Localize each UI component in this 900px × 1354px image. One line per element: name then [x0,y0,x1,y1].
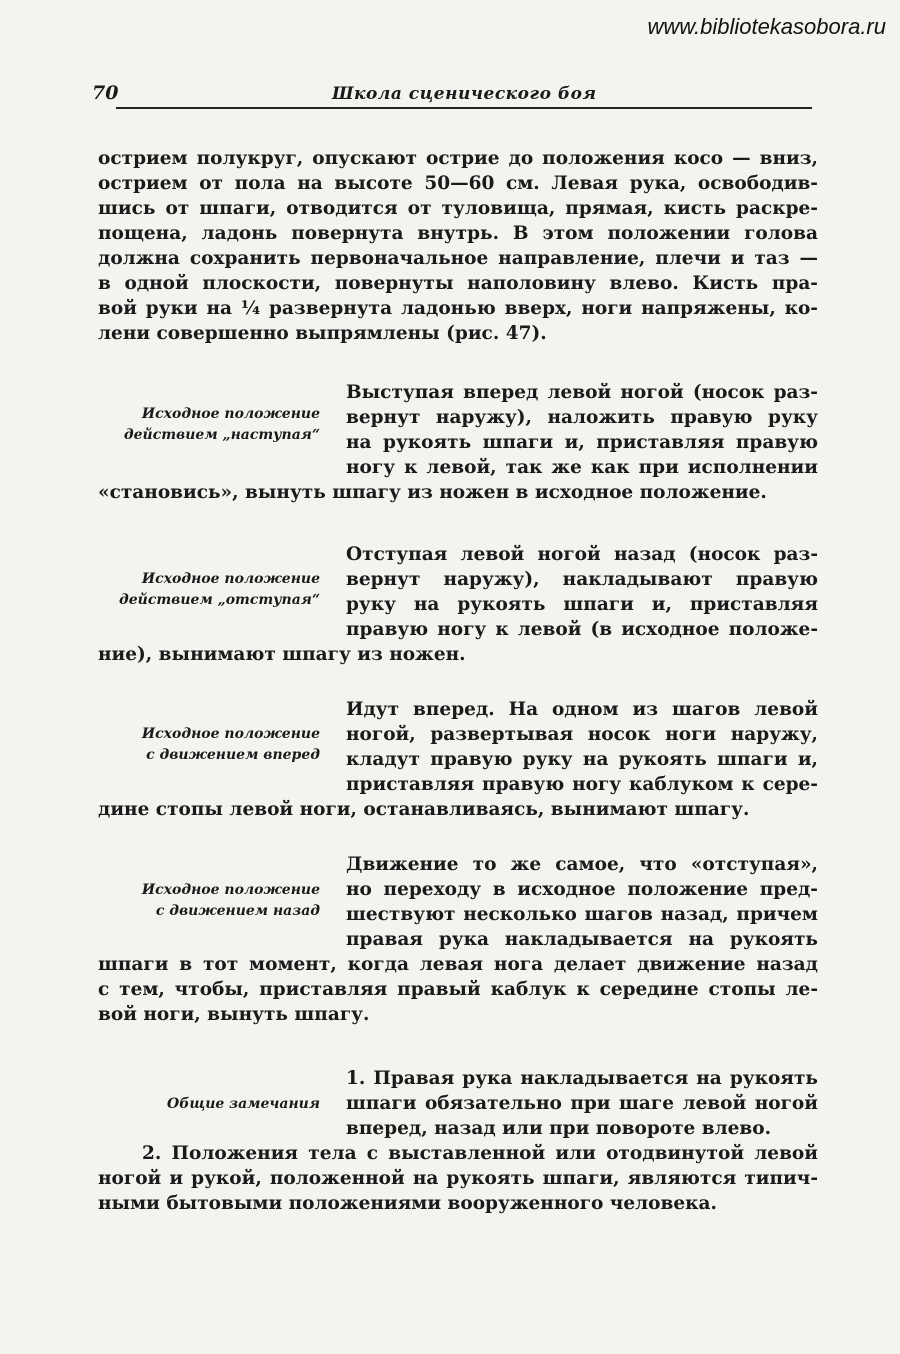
note-line: Исходное положение [141,571,320,587]
note-line: Исходное положение [141,882,320,898]
text-line: Движение то же самое, что «отступая», [346,854,818,875]
text-line: ногу к левой, так же как при исполнении [346,457,818,478]
text-line: правая рука накладывается на рукоять [346,929,818,950]
text-line: вой руки на ¼ развернута ладонью вверх, ноги напряжены, ко- [98,298,818,319]
text-line: вой ноги, вынуть шпагу. [98,1004,370,1025]
text-line: острием от пола на высоте 50—60 см. Левая рука, освободив- [98,173,818,194]
text-line: правую ногу к левой (в исходное положе- [346,619,818,640]
text-line: дине стопы левой ноги, останавливаясь, вынимают шпагу. [98,799,750,820]
text-line: на рукоять шпаги и, приставляя правую [346,432,818,453]
text-line: ние), вынимают шпагу из ножен. [98,644,466,665]
note-line: Исходное положение [141,726,320,742]
page-number: 70 [92,82,119,104]
text-line: должна сохранить первоначальное направление, плечи и таз — [98,248,818,269]
intro-paragraph [98,146,818,346]
text-line: но переходу в исходное положение пред- [346,879,818,900]
note-line: Исходное положение [141,406,320,422]
text-line: шпаги в тот момент, когда левая нога делает движение назад [98,954,818,975]
text-line: 1. Правая рука накладывается на рукоять [346,1068,818,1089]
text-line: с тем, чтобы, приставляя правый каблук к середине стопы ле- [98,979,818,1000]
note-line: Общие замечания [167,1096,320,1112]
text-line: шпаги обязательно при шаге левой ногой [346,1093,818,1114]
text-line: 2. Положения тела с выставленной или отодвинутой левой [142,1143,818,1164]
watermark-url: www.bibliotekasobora.ru [647,14,886,39]
header-rule [116,107,812,109]
text-line: вперед, назад или при повороте влево. [346,1118,772,1139]
note-line: действием „отступая“ [119,592,320,608]
text-line: шествуют несколько шагов назад, причем [346,904,818,925]
text-line: ногой, развертывая носок ноги наружу, [346,724,818,745]
section-general-remarks [98,1066,818,1216]
text-line: шись от шпаги, отводится от туловища, прямая, кисть раскре- [98,198,818,219]
text-line: Отступая левой ногой назад (носок раз- [346,544,818,565]
section-moving-back [98,852,818,1027]
note-line: с движением вперед [146,747,320,763]
note-line: с движением назад [155,903,320,919]
text-line: вернут наружу), наложить правую руку [346,407,818,428]
text-line: ногой и рукой, положенной на рукоять шпаги, являются типич- [98,1168,818,1189]
text-line: пощена, ладонь повернута внутрь. В этом положении голова [98,223,818,244]
text-line: Идут вперед. На одном из шагов левой [346,699,818,720]
text-line: в одной плоскости, повернуты наполовину влево. Кисть пра- [98,273,818,294]
text-line: Выступая вперед левой ногой (носок раз- [346,382,818,403]
page-header [92,80,812,110]
text-line: кладут правую руку на рукоять шпаги и, [346,749,818,770]
text-line: острием полукруг, опускают острие до положения косо — вниз, [98,148,818,169]
text-line: вернут наружу), накладывают правую [346,569,818,590]
note-line: действием „наступая“ [123,427,320,443]
text-line: «становись», вынуть шпагу из ножен в исходное положение. [98,482,767,503]
text-line: ными бытовыми положениями вооруженного человека. [98,1193,717,1214]
section-stepping-back [98,542,818,667]
section-moving-forward [98,697,818,822]
text-line: приставляя правую ногу каблуком к сере- [346,774,818,795]
section-stepping-forward [98,380,818,505]
running-head: Школа сценического боя [332,84,597,104]
text-line: лени совершенно выпрямлены (рис. 47). [98,323,547,344]
text-line: руку на рукоять шпаги и, приставляя [346,594,818,615]
